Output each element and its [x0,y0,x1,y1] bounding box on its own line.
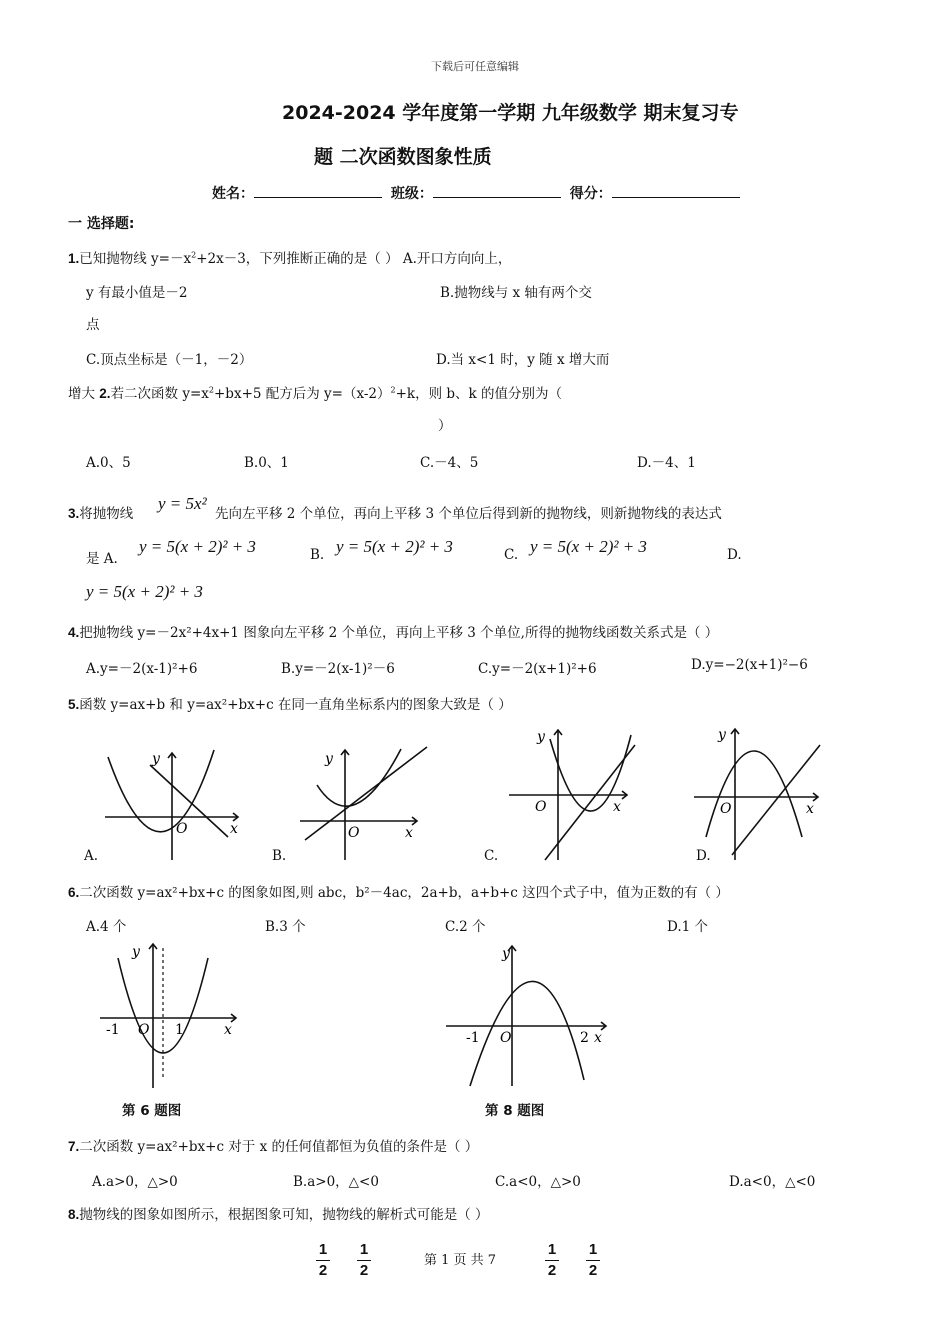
figure-6-graph [96,938,246,1093]
q2-option-d: D.－4、1 [637,455,696,471]
class-blank[interactable] [433,185,561,198]
q1-text-b: +2x－3，下列推断正确的是（ ） A.开口方向向上， [196,251,512,267]
page-number: 第 1 页 共 7 [424,1253,497,1268]
q6-option-c: C.2 个 [445,919,486,935]
q5a-origin: O [176,821,188,837]
fraction-denominator: 2 [547,1262,557,1279]
q5a-y-label: y [152,751,160,767]
footer-fraction-4 [586,1241,600,1280]
q5-text: 函数 y=ax+b 和 y=ax²+bx+c 在同一直角坐标系内的图象大致是（ ） [79,697,512,713]
q3-text-c: 是 A. [86,551,118,567]
q5-number: 5. [68,697,80,712]
page-title-line1: 2024-2024 学年度第一学期 九年级数学 期末复习专 [282,102,739,124]
q5a-x-label: x [230,821,238,837]
q5d-origin: O [720,801,732,817]
q3-text-b: 先向左平移 2 个单位，再向上平移 3 个单位后得到新的抛物线，则新抛物线的表达式 [215,506,722,522]
q6-option-b: B.3 个 [265,919,306,935]
name-blank[interactable] [254,185,382,198]
question-4 [68,621,718,641]
q1-line2: y 有最小值是－2 [86,285,188,301]
fraction-numerator: 1 [588,1241,598,1258]
q6-option-a: A.4 个 [86,919,127,935]
q2-text-a: 若二次函数 y=x [110,386,209,402]
question-5 [68,693,512,713]
q4-text: 把抛物线 y=－2x²+4x+1 图象向左平移 2 个单位，再向上平移 3 个单位,所得的抛物线函数关系式是（ ） [79,625,719,641]
fig6-pos1-label: 1 [175,1022,184,1038]
figure-6-caption: 第 6 题图 [122,1103,182,1119]
q4-option-b: B.y=－2(x-1)²－6 [281,661,395,677]
header-note: 下载后可任意编辑 [431,60,519,73]
q4-number: 4. [68,625,80,640]
q5d-y-label: y [718,727,726,743]
q5b-x-label: x [405,825,413,841]
q2-text-b: +bx+5 配方后为 y=（x-2） [214,386,391,402]
footer-fraction-1 [316,1241,330,1280]
q7-number: 7. [68,1139,80,1154]
q3-option-b-formula: y = 5(x + 2)² + 3 [336,537,453,556]
fraction-numerator: 1 [359,1241,369,1258]
q3-option-d: D. [727,547,742,563]
fig8-origin: O [500,1030,512,1046]
q1-option-b: B.抛物线与 x 轴有两个交 [440,285,592,301]
q5-label-d: D. [696,848,711,864]
q8-text: 抛物线的图象如图所示，根据图象可知，抛物线的解析式可能是（ ） [79,1207,489,1223]
q5-graph-c [505,725,645,865]
q5-label-c: C. [484,848,499,864]
figure-8-caption: 第 8 题图 [485,1103,545,1119]
q2-option-b: B.0、1 [244,455,289,471]
q5d-x-label: x [806,801,814,817]
footer-fraction-3 [545,1241,559,1280]
q5c-y-label: y [537,729,545,745]
question-1: 1.已知抛物线 $y=-x^2+2x-3$，下列推断正确的是（ ） A.开口方向向上， [68,250,512,267]
q3-option-d-formula: y = 5(x + 2)² + 3 [86,582,203,601]
fig6-origin: O [138,1022,150,1038]
class-label: 班级： [390,186,433,202]
q1-option-c: C.顶点坐标是（－1，－2） [86,352,253,368]
fraction-denominator: 2 [318,1262,328,1279]
fig8-x-label: x [594,1030,602,1046]
fig8-neg1-label: -1 [466,1030,480,1046]
figure-8-graph [442,940,617,1090]
q6-option-d: D.1 个 [667,919,709,935]
q3-option-a-formula: y = 5(x + 2)² + 3 [139,537,256,556]
q3-formula: y = 5x² [158,494,207,513]
q5-graph-b [295,745,445,865]
fraction-numerator: 1 [547,1241,557,1258]
q5c-x-label: x [613,799,621,815]
q2-number: 2. [99,386,111,401]
q4-option-d: D.y=−2(x+1)²−6 [691,657,808,673]
q3-option-c: C. [504,547,519,563]
fig6-neg1-label: -1 [106,1022,120,1038]
question-2: 增大 2.若二次函数 $y=x^2+bx+5$ 配方后为 $y=(x-2)^2+k$，则 b、k 的值分别为（ [68,385,563,402]
section-heading: 一 选择题: [68,216,135,232]
q7-option-d: D.a<0，△<0 [729,1174,816,1190]
fraction-denominator: 2 [588,1262,598,1279]
q6-number: 6. [68,885,80,900]
q4-option-c: C.y=－2(x+1)²+6 [478,661,597,677]
q2-text-c: +k，则 b、k 的值分别为（ [395,386,563,402]
name-label: 姓名： [212,186,254,202]
question-3 [68,502,133,522]
q5-graph-a [100,745,250,865]
fraction-denominator: 2 [359,1262,369,1279]
q5-label-b: B. [272,848,287,864]
q7-option-a: A.a>0，△>0 [92,1174,178,1190]
q4-option-a: A.y=－2(x-1)²+6 [86,661,198,677]
student-info-row [212,183,744,203]
q7-option-b: B.a>0，△<0 [293,1174,379,1190]
question-6 [68,881,729,901]
q5b-origin: O [348,825,360,841]
q3-option-c-formula: y = 5(x + 2)² + 3 [530,537,647,556]
q1-line3: 点 [86,317,100,333]
q5-label-a: A. [84,848,99,864]
q5-graph-d [690,725,830,865]
q1-number: 1. [68,251,80,266]
score-label: 得分： [569,186,612,202]
q3-number: 3. [68,506,80,521]
q2-option-a: A.0、5 [86,455,131,471]
q3-text-a: 将抛物线 [79,506,134,522]
fig8-y-label: y [502,946,510,962]
fraction-numerator: 1 [318,1241,328,1258]
q7-text: 二次函数 y=ax²+bx+c 对于 x 的任何值都恒为负值的条件是（ ） [79,1139,479,1155]
footer-fraction-2 [357,1241,371,1280]
q5b-y-label: y [325,751,333,767]
q2-close: ） [438,418,452,434]
q2-lead: 增大 [68,386,100,402]
q1-option-d: D.当 x<1 时，y 随 x 增大而 [436,352,610,368]
question-7 [68,1135,478,1155]
q5c-origin: O [535,799,547,815]
question-8 [68,1203,489,1223]
score-blank[interactable] [612,185,740,198]
q8-number: 8. [68,1207,80,1222]
q7-option-c: C.a<0，△>0 [495,1174,581,1190]
page-title-line2: 题 二次函数图象性质 [314,146,492,168]
q6-text: 二次函数 y=ax²+bx+c 的图象如图,则 abc，b²－4ac，2a+b，a+b+c 这四个式子中，值为正数的有（ ） [79,885,729,901]
q1-text-a: 已知抛物线 y=－x [79,251,192,267]
q3-option-b: B. [310,547,325,563]
fig8-pos2-label: 2 [580,1030,589,1046]
fig6-y-label: y [132,944,140,960]
fig6-x-label: x [224,1022,232,1038]
q2-option-c: C.－4、5 [420,455,479,471]
